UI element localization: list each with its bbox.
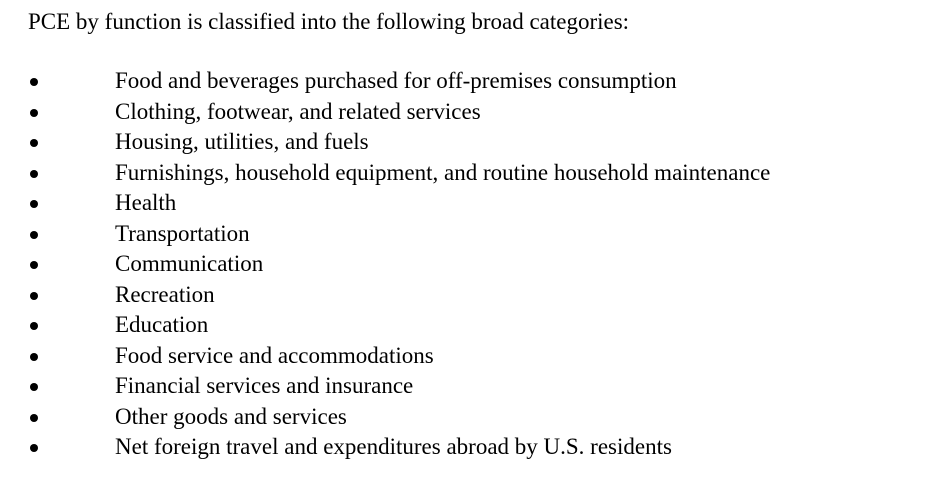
- category-label: Communication: [115, 251, 264, 276]
- bullet-icon: [30, 353, 38, 361]
- category-label: Food and beverages purchased for off-premises consumption: [115, 68, 677, 93]
- category-label: Financial services and insurance: [115, 373, 414, 398]
- intro-text: PCE by function is classified into the following broad categories:: [28, 9, 630, 34]
- bullet-icon: [30, 170, 38, 178]
- bullet-icon: [30, 444, 38, 452]
- bullet-icon: [30, 78, 38, 86]
- bullet-icon: [30, 200, 38, 208]
- category-label: Net foreign travel and expenditures abroad by U.S. residents: [115, 434, 672, 459]
- bullet-icon: [30, 414, 38, 422]
- bullet-icon: [30, 139, 38, 147]
- bullet-icon: [30, 261, 38, 269]
- category-label: Clothing, footwear, and related services: [115, 98, 481, 124]
- category-label: Furnishings, household equipment, and routine household maintenance: [115, 159, 771, 185]
- bullet-icon: [30, 322, 38, 330]
- bullet-icon: [30, 292, 38, 300]
- category-label: Food service and accommodations: [115, 342, 434, 368]
- bullet-icon: [30, 109, 38, 117]
- bullet-icon: [30, 231, 38, 239]
- category-label: Recreation: [115, 281, 215, 307]
- category-label: Housing, utilities, and fuels: [115, 129, 369, 154]
- category-label: Other goods and services: [115, 403, 347, 429]
- bullet-icon: [30, 383, 38, 391]
- category-label: Education: [115, 312, 209, 337]
- category-label: Health: [115, 190, 177, 215]
- category-label: Transportation: [115, 220, 250, 246]
